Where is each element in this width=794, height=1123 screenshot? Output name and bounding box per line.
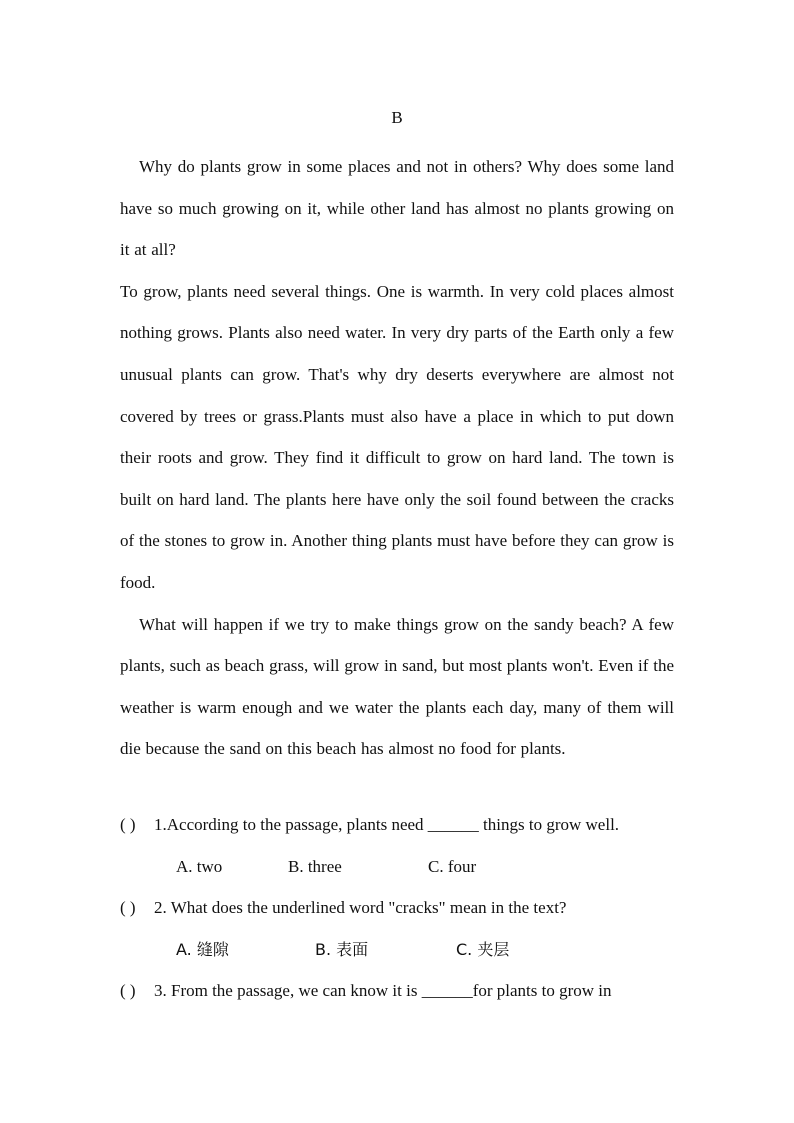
section-heading: B — [391, 108, 403, 127]
paragraph-1: Why do plants grow in some places and not in others? Why does some land have so much growing on it, while other land has almost no plants growing on it at all? — [120, 157, 674, 260]
answer-blank: ( ) — [120, 898, 136, 918]
question-list — [120, 804, 680, 1012]
question-1-options — [120, 846, 680, 888]
option-c: C. four — [428, 856, 477, 876]
answer-blank: ( ) — [120, 981, 136, 1001]
question-text: 3. From the passage, we can know it is ______for plants to grow in — [154, 981, 612, 1001]
option-a: A. 缝隙 — [176, 939, 229, 959]
question-1 — [120, 804, 680, 846]
question-2 — [120, 887, 680, 929]
option-b: B. three — [288, 856, 342, 876]
option-a: A. two — [176, 856, 223, 876]
paragraph-2 — [120, 271, 674, 604]
question-text: 2. What does the underlined word "cracks" mean in the text? — [154, 898, 567, 918]
paragraph-2-part-b: of the stones to grow in. Another thing plants must have before they can grow is food. — [120, 531, 674, 592]
paragraph-2-part-a: To grow, plants need several things. One is warmth. In very cold places almost nothing grows. Plants also need water. In very dry parts of the Earth only a few unusual plants can grow. That's why dry deserts everywhere are almost not covered by trees or grass.Plants must also have a place in which to put down their roots and grow. They find it difficult to grow on hard land. The town is built on hard land. The plants here have only the soil found between the — [120, 281, 674, 509]
option-c: C. 夹层 — [456, 939, 510, 959]
option-b: B. 表面 — [315, 939, 369, 959]
underlined-word: cracks — [630, 489, 674, 509]
question-3 — [120, 970, 680, 1012]
paragraph-3: What will happen if we try to make things grow on the sandy beach? A few plants, such as beach grass, will grow in sand, but most plants won't. Even if the weather is warm enough and we water the plants each day, many of them will die because the sand on this beach has almost no food for plants. — [120, 614, 674, 759]
answer-blank: ( ) — [120, 815, 136, 834]
question-text: 1.According to the passage, plants need ______ things to grow well. — [154, 815, 620, 834]
reading-passage — [120, 146, 674, 770]
question-2-options — [120, 929, 680, 971]
